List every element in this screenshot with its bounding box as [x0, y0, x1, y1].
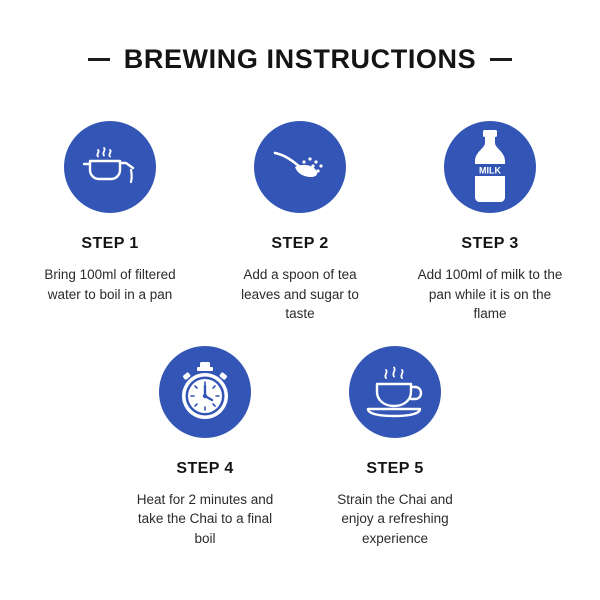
step-3-badge — [444, 121, 536, 213]
step-item-3 — [407, 121, 573, 324]
step-1-badge — [64, 121, 156, 213]
step-3-description: Add 100ml of milk to the pan while it is on the flame — [417, 267, 563, 322]
step-3-label: STEP 3 — [461, 235, 519, 252]
steps-row-top — [26, 121, 574, 324]
step-2-label: STEP 2 — [271, 235, 329, 252]
milk-bottle-label: MILK — [479, 165, 501, 176]
step-4-badge — [159, 346, 251, 438]
step-5-badge — [349, 346, 441, 438]
step-item-4 — [122, 346, 288, 549]
step-4-label: STEP 4 — [176, 459, 234, 477]
page-title — [26, 44, 574, 75]
step-item-2 — [217, 121, 383, 324]
steps-row-bottom — [26, 346, 574, 549]
step-item-1 — [27, 121, 193, 324]
title-dash-left-icon — [88, 58, 110, 61]
saucepan-pouring-water-icon — [82, 143, 138, 191]
teacup-and-saucer-icon — [364, 364, 426, 420]
step-1-label: STEP 1 — [81, 235, 139, 252]
milk-bottle-icon — [467, 128, 513, 206]
stopwatch-icon — [178, 361, 232, 423]
step-4-description: Heat for 2 minutes and take the Chai to a final boil — [136, 491, 274, 546]
title-dash-right-icon — [490, 58, 512, 61]
page-title-text: BREWING INSTRUCTIONS — [123, 44, 477, 74]
step-5-label: STEP 5 — [366, 459, 424, 477]
step-item-5 — [312, 346, 478, 549]
spoon-with-tea-leaves-icon — [271, 145, 329, 189]
step-5-description: Strain the Chai and enjoy a refreshing experience — [337, 491, 453, 546]
step-1-description: Bring 100ml of filtered water to boil in a pan — [44, 267, 176, 302]
step-2-description: Add a spoon of tea leaves and sugar to taste — [241, 267, 359, 322]
step-2-badge — [254, 121, 346, 213]
